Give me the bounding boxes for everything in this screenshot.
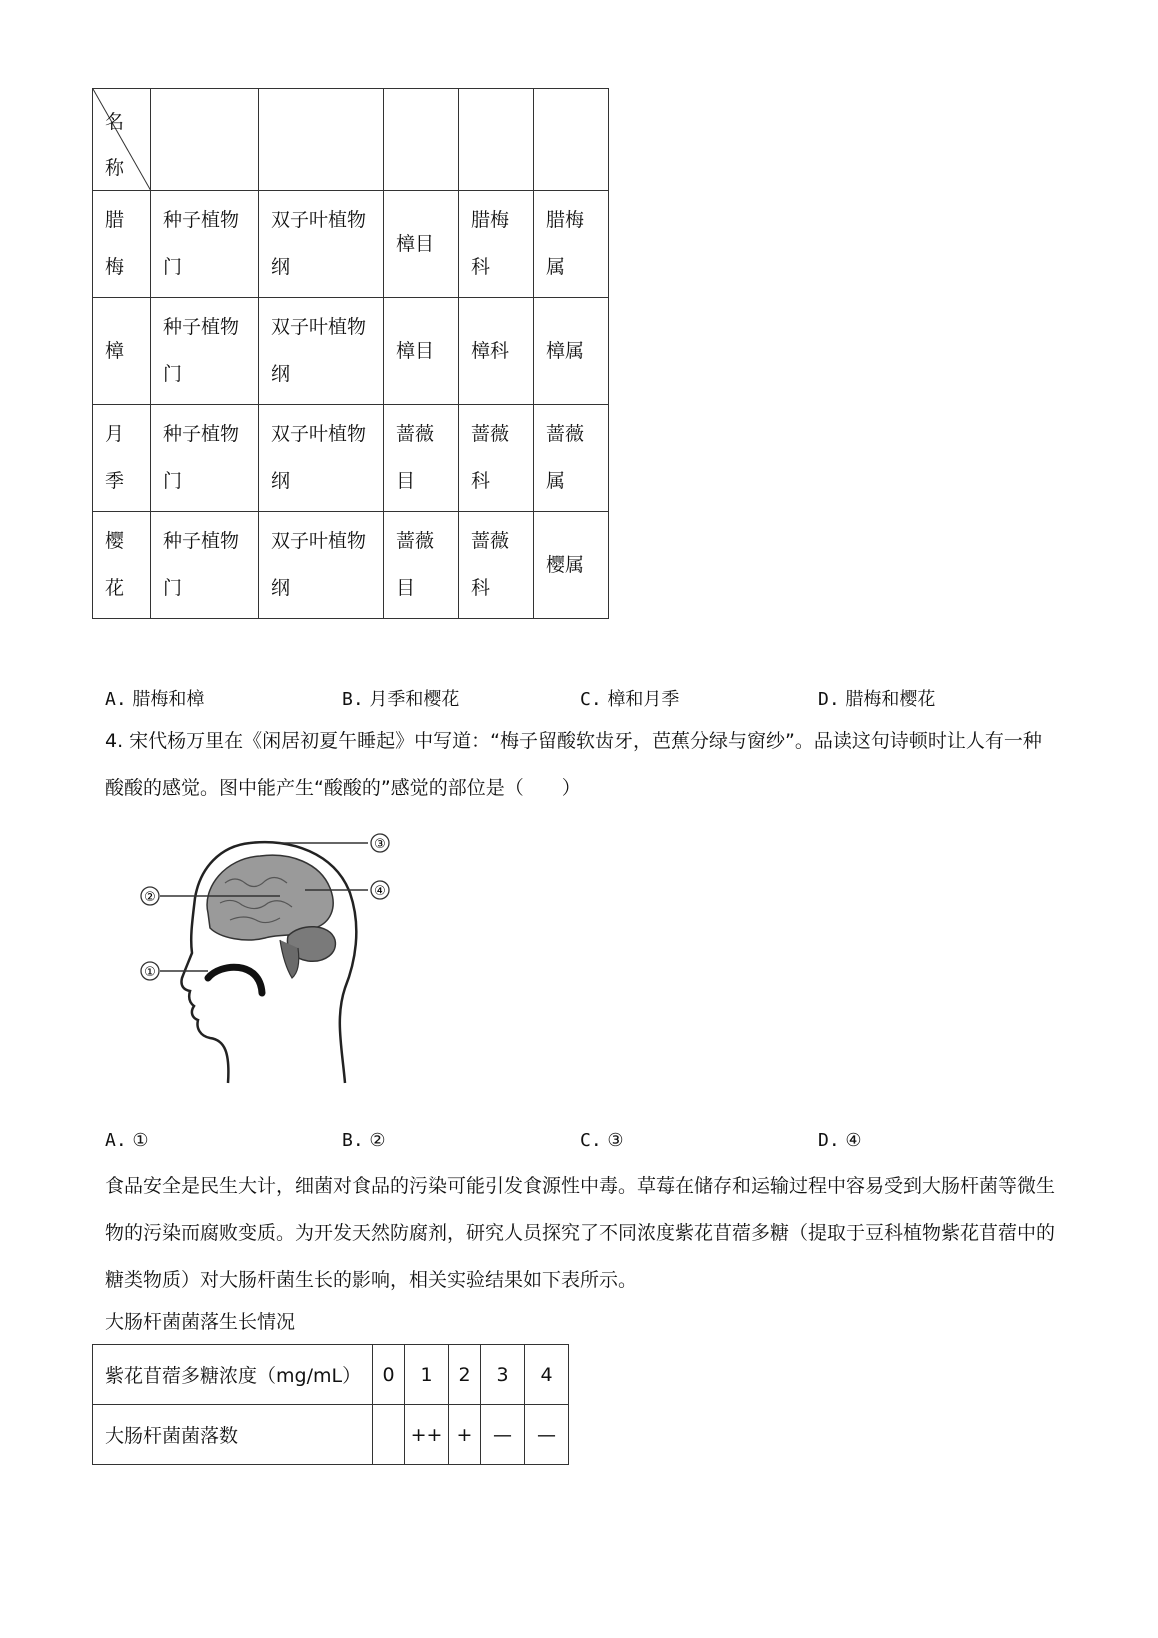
class-cell: 双子叶植物纲 xyxy=(259,191,384,298)
q4-option-c xyxy=(580,1130,624,1151)
option-text: 樟和月季 xyxy=(607,689,680,710)
plant-name: 腊梅 xyxy=(93,191,151,298)
classification-table xyxy=(92,88,609,619)
q3-option-a xyxy=(105,685,204,711)
results-table xyxy=(92,1344,569,1465)
genus-cell: 蔷薇属 xyxy=(534,405,609,512)
option-key: B. xyxy=(342,1130,364,1151)
concentration-value: 2 xyxy=(449,1345,481,1405)
option-text: 月季和樱花 xyxy=(369,689,460,710)
q4-option-b xyxy=(342,1130,386,1151)
plant-name: 樟 xyxy=(93,298,151,405)
label-4: ④ xyxy=(374,884,386,899)
option-text: ② xyxy=(369,1130,386,1151)
header-cell xyxy=(534,89,609,191)
q3-option-d xyxy=(818,685,935,711)
family-cell: 樟科 xyxy=(459,298,534,405)
label-2: ② xyxy=(144,890,156,905)
plant-name: 樱花 xyxy=(93,512,151,619)
label-1: ① xyxy=(144,965,156,980)
genus-cell: 腊梅属 xyxy=(534,191,609,298)
order-cell: 樟目 xyxy=(384,298,459,405)
family-cell: 蔷薇科 xyxy=(459,512,534,619)
order-cell: 蔷薇目 xyxy=(384,405,459,512)
class-cell: 双子叶植物纲 xyxy=(259,298,384,405)
option-key: D. xyxy=(818,689,840,710)
concentration-value: 3 xyxy=(481,1345,525,1405)
plant-name: 月季 xyxy=(93,405,151,512)
option-text: ① xyxy=(132,1130,149,1151)
phylum-cell: 种子植物门 xyxy=(151,405,259,512)
colony-value: — xyxy=(481,1405,525,1465)
order-cell: 樟目 xyxy=(384,191,459,298)
colony-label: 大肠杆菌菌落数 xyxy=(93,1405,373,1465)
colony-value: ++ xyxy=(405,1405,449,1465)
option-key: C. xyxy=(580,689,602,710)
table-row xyxy=(93,405,609,512)
q3-option-c xyxy=(580,685,679,711)
table-row xyxy=(93,512,609,619)
header-cell xyxy=(151,89,259,191)
genus-cell: 樟属 xyxy=(534,298,609,405)
family-cell: 蔷薇科 xyxy=(459,405,534,512)
header-diagonal-cell xyxy=(93,89,151,191)
colony-value: — xyxy=(525,1405,569,1465)
head-brain-diagram xyxy=(130,828,430,1098)
results-caption: 大肠杆菌菌落生长情况 xyxy=(105,1311,296,1333)
option-key: D. xyxy=(818,1130,840,1151)
family-cell: 腊梅科 xyxy=(459,191,534,298)
concentration-label: 紫花苜蓿多糖浓度（mg/mL） xyxy=(93,1345,373,1405)
header-cell xyxy=(384,89,459,191)
label-3: ③ xyxy=(374,837,386,852)
q3-option-b xyxy=(342,685,459,711)
option-text: ③ xyxy=(607,1130,624,1151)
q4-question: 4. 宋代杨万里在《闲居初夏午睡起》中写道：“梅子留酸软齿牙，芭蕉分绿与窗纱”。品读这句诗顿时让人有一种酸酸的感觉。图中能产生“酸酸的”感觉的部位是（ ） xyxy=(105,730,1042,799)
genus-cell: 樱属 xyxy=(534,512,609,619)
passage: 食品安全是民生大计，细菌对食品的污染可能引发食源性中毒。草莓在储存和运输过程中容易受到大肠杆菌等微生物的污染而腐败变质。为开发天然防腐剂，研究人员探究了不同浓度紫花苜蓿多糖（提取于豆科植物紫花苜蓿中的糖类物质）对大肠杆菌生长的影响，相关实验结果如下表所示。 xyxy=(105,1175,1056,1291)
header-label: 名称 xyxy=(105,111,125,179)
table-row xyxy=(93,298,609,405)
phylum-cell: 种子植物门 xyxy=(151,512,259,619)
concentration-value: 4 xyxy=(525,1345,569,1405)
colony-value xyxy=(373,1405,405,1465)
option-key: C. xyxy=(580,1130,602,1151)
class-cell: 双子叶植物纲 xyxy=(259,512,384,619)
phylum-cell: 种子植物门 xyxy=(151,191,259,298)
concentration-value: 0 xyxy=(373,1345,405,1405)
option-text: 腊梅和樱花 xyxy=(845,689,936,710)
phylum-cell: 种子植物门 xyxy=(151,298,259,405)
class-cell: 双子叶植物纲 xyxy=(259,405,384,512)
option-key: A. xyxy=(105,689,127,710)
q4-option-d xyxy=(818,1130,862,1151)
option-key: B. xyxy=(342,689,364,710)
concentration-value: 1 xyxy=(405,1345,449,1405)
header-cell xyxy=(459,89,534,191)
table-row xyxy=(93,1345,569,1405)
order-cell: 蔷薇目 xyxy=(384,512,459,619)
table-row xyxy=(93,1405,569,1465)
header-cell xyxy=(259,89,384,191)
q4-option-a xyxy=(105,1130,149,1151)
option-text: ④ xyxy=(845,1130,862,1151)
option-key: A. xyxy=(105,1130,127,1151)
option-text: 腊梅和樟 xyxy=(132,689,205,710)
colony-value: + xyxy=(449,1405,481,1465)
table-row xyxy=(93,191,609,298)
